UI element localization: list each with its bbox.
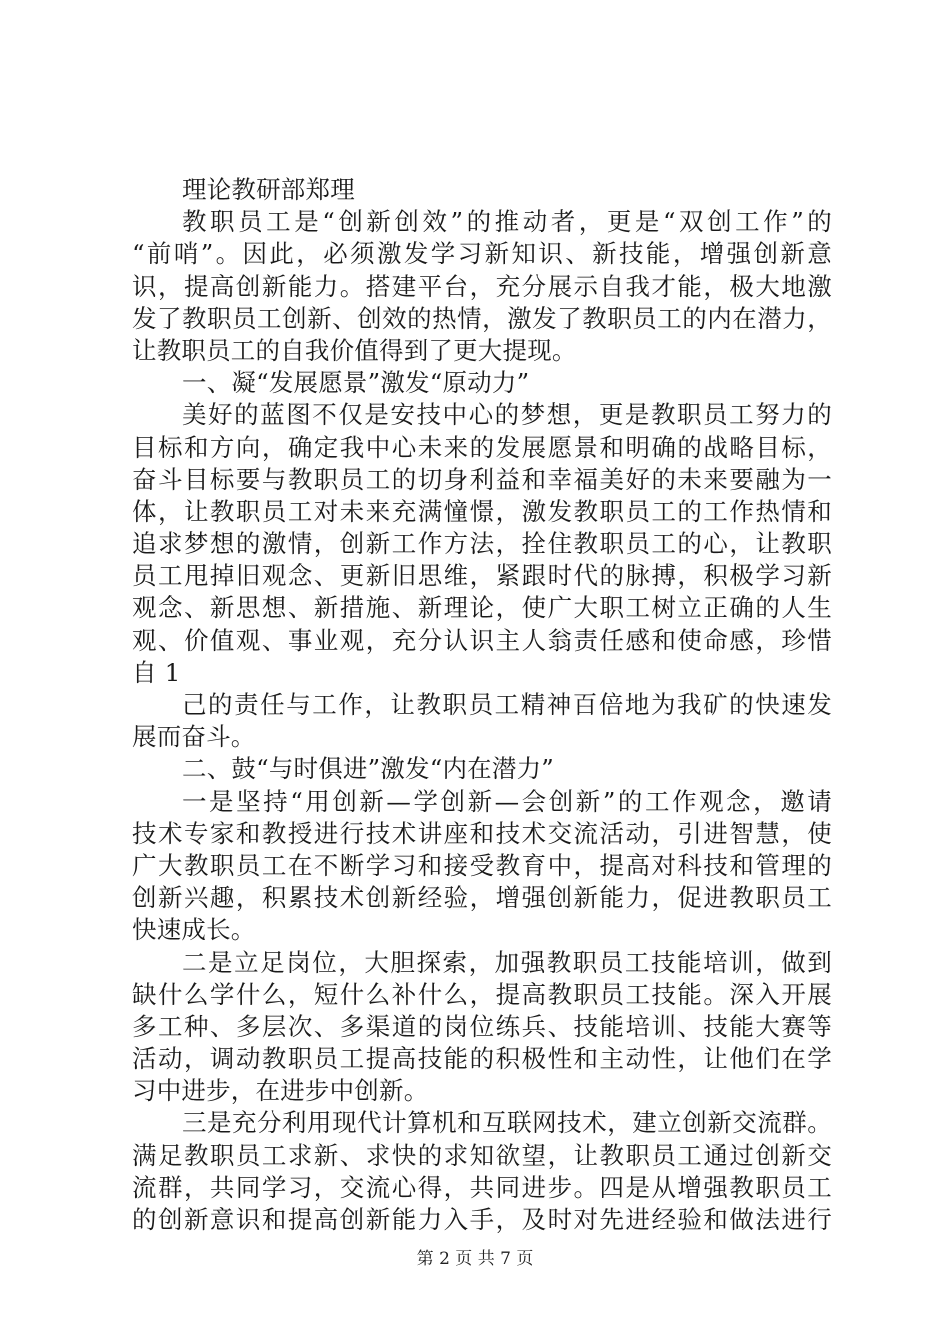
document-body (132, 174, 832, 1236)
text-line: 员工甩掉旧观念、更新旧思维，紧跟时代的脉搏，积极学习新 (132, 561, 832, 591)
text-line: 美好的蓝图不仅是安技中心的梦想，更是教职员工努力的 (182, 400, 832, 430)
text-line: 己的责任与工作，让教职员工精神百倍地为我矿的快速发 (182, 690, 832, 719)
text-line: 快速成长。 (132, 915, 256, 945)
text-line: 一是坚持“用创新—学创新—会创新”的工作观念，邀请 (182, 786, 832, 816)
text-line: “前哨”。因此，必须激发学习新知识、新技能，增强创新意 (132, 239, 832, 269)
page-footer: 第 2 页 共 7 页 (416, 1249, 534, 1269)
text-line: 二、鼓“与时俱进”激发“内在潜力” (182, 754, 554, 784)
text-line: 观、价值观、事业观，充分认识主人翁责任感和使命感，珍惜 (132, 625, 832, 655)
text-line: 活动，调动教职员工提高技能的积极性和主动性，让他们在学 (132, 1044, 832, 1074)
text-line: 教职员工是“创新创效”的推动者，更是“双创工作”的 (182, 207, 832, 237)
text-line: 奋斗目标要与教职员工的切身利益和幸福美好的未来要融为一 (132, 464, 832, 494)
text-line: 自 1 (132, 657, 181, 687)
text-line: 二是立足岗位，大胆探索，加强教职员工技能培训，做到 (182, 947, 832, 977)
text-line: 多工种、多层次、多渠道的岗位练兵、技能培训、技能大赛等 (132, 1011, 832, 1041)
text-line: 一、凝“发展愿景”激发“原动力” (182, 368, 530, 398)
text-line: 发了教职员工创新、创效的热情，激发了教职员工的内在潜力， (132, 303, 832, 333)
text-line: 广大教职员工在不断学习和接受教育中，提高对科技和管理的 (132, 850, 832, 880)
text-line: 习中进步，在进步中创新。 (132, 1076, 429, 1106)
text-line: 的创新意识和提高创新能力入手，及时对先进经验和做法进行 (132, 1205, 832, 1234)
text-line: 流群，共同学习，交流心得，共同进步。四是从增强教职员工 (132, 1172, 832, 1202)
text-line: 三是充分利用现代计算机和互联网技术，建立创新交流群。 (182, 1108, 832, 1138)
text-line: 目标和方向，确定我中心未来的发展愿景和明确的战略目标， (132, 432, 832, 462)
text-line: 满足教职员工求新、求快的求知欲望，让教职员工通过创新交 (132, 1140, 832, 1170)
text-line: 展而奋斗。 (132, 722, 256, 752)
text-line: 体，让教职员工对未来充满憧憬，激发教职员工的工作热情和 (132, 496, 832, 526)
text-line: 识，提高创新能力。搭建平台，充分展示自我才能，极大地激 (132, 271, 832, 301)
text-line: 让教职员工的自我价值得到了更大提现。 (132, 335, 577, 365)
text-line: 缺什么学什么，短什么补什么，提高教职员工技能。深入开展 (132, 979, 832, 1009)
text-line: 追求梦想的激情，创新工作方法，拴住教职员工的心，让教职 (132, 529, 832, 559)
text-line: 理论教研部郑理 (182, 175, 355, 204)
text-line: 技术专家和教授进行技术讲座和技术交流活动，引进智慧，使 (132, 818, 832, 848)
text-line: 观念、新思想、新措施、新理论，使广大职工树立正确的人生 (132, 593, 832, 623)
text-line: 创新兴趣，积累技术创新经验，增强创新能力，促进教职员工 (132, 883, 832, 913)
